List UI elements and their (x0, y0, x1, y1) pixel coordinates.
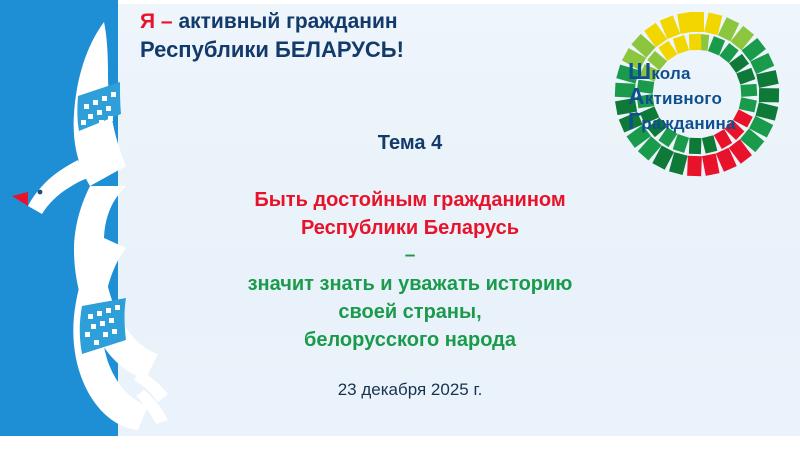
logo-text-line-1 (628, 60, 778, 85)
statement-green-line-1: значит знать и уважать историю (247, 273, 573, 295)
bottom-left-accent (0, 436, 118, 450)
logo-line-1-rest: кола (651, 64, 691, 83)
bottom-white-strip (0, 436, 800, 450)
logo-line-3-rest: ражданина (641, 114, 736, 133)
topic-title: Тема 4 (377, 132, 443, 154)
statement-red-line-2: Республики Беларусь (300, 217, 520, 239)
top-white-strip (118, 0, 800, 4)
statement-block (150, 186, 670, 354)
statement-red-line-1: Быть достойным гражданином (254, 189, 566, 211)
logo-text-line-3 (628, 110, 778, 135)
statement-dash: – (404, 245, 416, 266)
logo-text-line-2 (628, 85, 778, 110)
header-line-1-rest: активный гражданин (178, 10, 398, 33)
logo-initial-g: Г (628, 108, 642, 134)
logo-initial-a: А (628, 83, 645, 109)
statement-green-line-2: своей страны, (338, 301, 482, 323)
logo-line-2-rest: ктивного (644, 89, 723, 108)
header-line-1 (140, 8, 610, 36)
logo-initial-sh: Ш (628, 58, 652, 84)
header-line-2: Республики БЕЛАРУСЬ! (140, 37, 404, 62)
logo-text (628, 60, 778, 135)
slide-date: 23 декабря 2025 г. (337, 380, 483, 399)
slide-header (140, 8, 610, 64)
header-accent-text: Я – (140, 10, 179, 33)
statement-green-line-3: белорусского народа (304, 329, 516, 351)
